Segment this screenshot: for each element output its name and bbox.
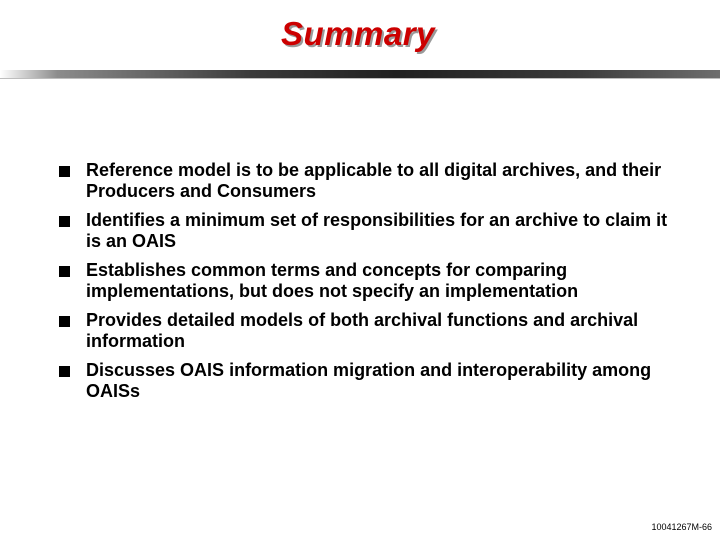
square-bullet-icon (59, 316, 70, 327)
square-bullet-icon (59, 216, 70, 227)
bullet-text: Reference model is to be applicable to all digital archives, and their Producers and Consumers (86, 160, 662, 201)
bullet-item (0, 260, 676, 302)
square-bullet-icon (59, 366, 70, 377)
bullet-text: Provides detailed models of both archival functions and archival information (86, 310, 639, 351)
title-divider (0, 70, 720, 78)
bullet-item (0, 360, 676, 402)
bullet-text: Establishes common terms and concepts for comparing implementations, but does not specify an implementation (86, 260, 579, 301)
slide-footer-code: 10041267M-66 (651, 522, 712, 532)
bullet-text: Discusses OAIS information migration and interoperability among OAISs (86, 360, 652, 401)
square-bullet-icon (59, 166, 70, 177)
bullet-item (0, 160, 676, 202)
slide-title: Summary (281, 15, 435, 52)
square-bullet-icon (59, 266, 70, 277)
bullet-item (0, 310, 676, 352)
bullet-item (0, 210, 676, 252)
bullet-list (0, 160, 676, 410)
bullet-text: Identifies a minimum set of responsibilities for an archive to claim it is an OAIS (86, 210, 668, 251)
